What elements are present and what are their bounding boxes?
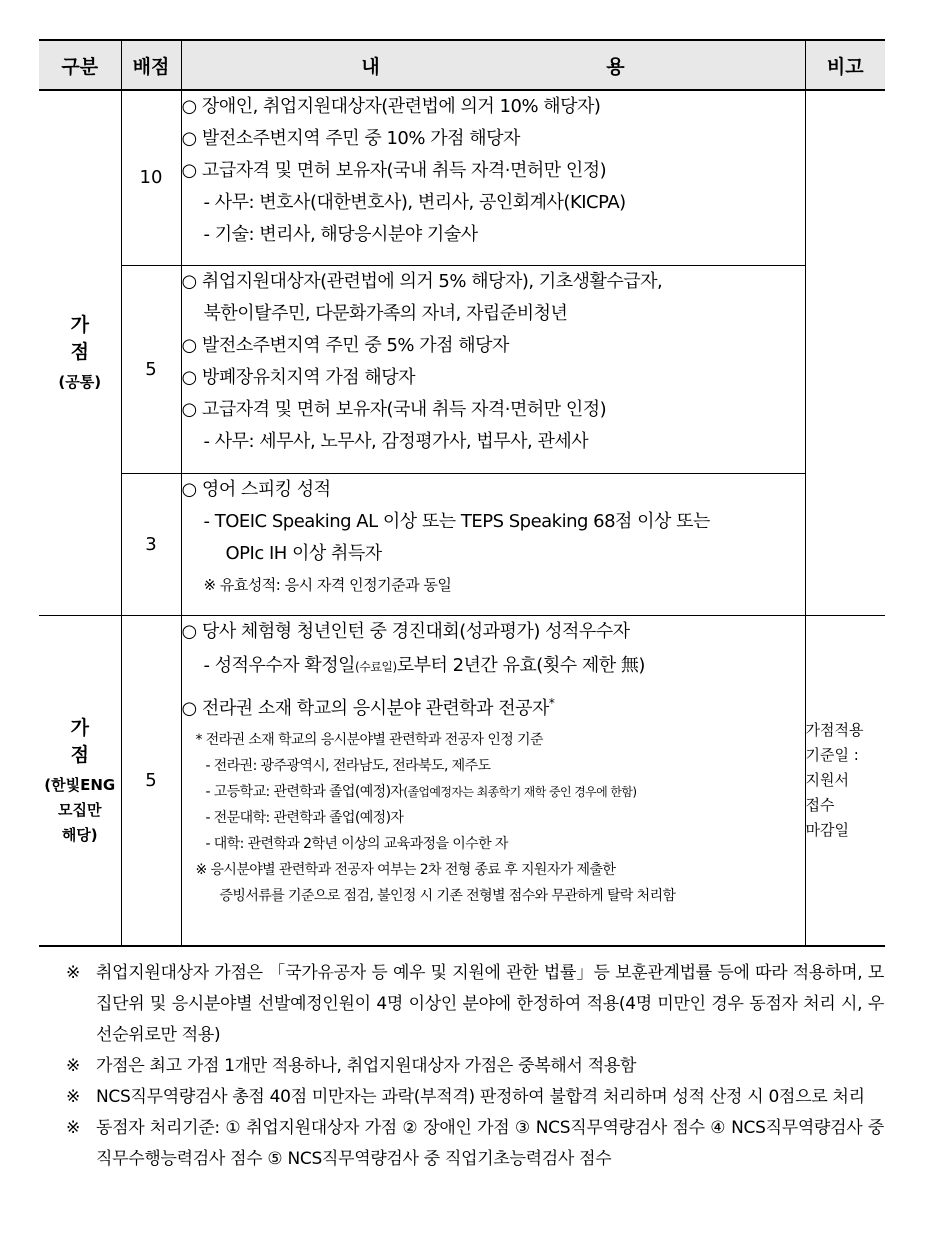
table-header-row — [39, 40, 885, 90]
content-line: - 대학: 관련학과 2학년 이상의 교육과정을 이수한 자 — [205, 835, 508, 852]
content-line: 북한이탈주민, 다문화가족의 자녀, 자립준비청년 — [203, 302, 568, 324]
score-cell: 5 — [121, 265, 181, 473]
footnote-text: 가점은 최고 가점 1개만 적용하나, 취업지원대상자 가점은 중복해서 적용함 — [96, 1056, 637, 1076]
score-cell: 5 — [121, 615, 181, 946]
footnote-item — [66, 1051, 884, 1082]
content-line: ○ 장애인, 취업지원대상자(관련법에 의거 10% 해당자) — [181, 96, 601, 117]
content-line: ○ 영어 스피킹 성적 — [181, 478, 331, 500]
footnote-text: 취업지원대상자 가점은 「국가유공자 등 예우 및 지원에 관한 법률」등 보훈관계법률 등에 따라 적용하며, 모집단위 및 응시분야별 선발예정인원이 4명 이상인 분야에 한정하여 적용(4명 미만인 경우 동점자 처리 시, 우선순위로만 적용) — [96, 963, 884, 1045]
content-line: ○ 방폐장유치지역 가점 해당자 — [181, 366, 416, 388]
content-line: ※ 응시분야별 관련학과 전공자 여부는 2차 전형 종료 후 지원자가 제출한 — [195, 861, 616, 878]
content-line: ※ 유효성적: 응시 자격 인정기준과 동일 — [203, 575, 452, 594]
footnote-mark: ※ — [66, 963, 81, 983]
content-cell — [181, 473, 805, 615]
content-cell — [181, 265, 805, 473]
content-line: - 사무: 세무사, 노무사, 감정평가사, 법무사, 관세사 — [203, 430, 589, 452]
footnote-mark: ※ — [66, 1118, 81, 1138]
remarks-cell: 가점적용 기준일 : 지원서 접수 마감일 — [805, 615, 885, 946]
content-line: ○ 발전소주변지역 주민 중 10% 가점 해당자 — [181, 128, 520, 149]
content-line: - 전라권: 광주광역시, 전라남도, 전라북도, 제주도 — [205, 757, 491, 774]
footnote-mark: ※ — [66, 1087, 81, 1107]
content-cell — [181, 615, 805, 946]
content-line: ○ 고급자격 및 면허 보유자(국내 취득 자격·면허만 인정) — [181, 398, 607, 420]
category-label: 가 점 — [70, 716, 109, 766]
content-line: ○ 취업지원대상자(관련법에 의거 5% 해당자), 기초생활수급자, — [181, 270, 663, 292]
category-hanbit — [39, 615, 121, 946]
content-line: - 기술: 변리사, 해당응시분야 기술사 — [203, 224, 478, 245]
content-line: - 성적우수자 확정일(수료일)로부터 2년간 유효(횟수 제한 無) — [203, 654, 645, 676]
table-row — [39, 615, 885, 946]
category-label: 가 점 — [70, 314, 109, 364]
footnote-mark: ※ — [66, 1056, 81, 1076]
score-cell: 10 — [121, 90, 181, 265]
table-row — [39, 473, 885, 615]
header-category: 구분 — [39, 40, 121, 90]
content-line: - 사무: 변호사(대한변호사), 변리사, 공인회계사(KICPA) — [203, 192, 626, 213]
header-remarks: 비고 — [805, 40, 885, 90]
content-line: * 전라권 소재 학교의 응시분야별 관련학과 전공자 인정 기준 — [195, 731, 543, 748]
footnote-text: 동점자 처리기준: ① 취업지원대상자 가점 ② 장애인 가점 ③ NCS직무역량검사 점수 ④ NCS직무역량검사 중 직무수행능력검사 점수 ⑤ NCS직무역량검사 중 직업기초능력검사 점수 — [96, 1118, 884, 1169]
category-common — [39, 90, 121, 615]
footnote-item — [66, 958, 884, 1051]
footnote-item — [66, 1082, 884, 1113]
content-line: ○ 당사 체험형 청년인턴 중 경진대회(성과평가) 성적우수자 — [181, 620, 630, 642]
content-line: OPIc IH 이상 취득자 — [225, 542, 382, 564]
header-score: 배점 — [121, 40, 181, 90]
table-row — [39, 265, 885, 473]
content-line: - 고등학교: 관련학과 졸업(예정)자(졸업예정자는 최종학기 재학 중인 경우에 한함) — [205, 783, 637, 800]
header-content: 내 용 — [181, 40, 805, 90]
content-line: ○ 전라권 소재 학교의 응시분야 관련학과 전공자* — [181, 695, 555, 719]
score-cell: 3 — [121, 473, 181, 615]
content-line: - TOEIC Speaking AL 이상 또는 TEPS Speaking 68점 이상 또는 — [203, 510, 710, 532]
content-line: ○ 고급자격 및 면허 보유자(국내 취득 자격·면허만 인정) — [181, 160, 607, 181]
bonus-points-table — [39, 39, 885, 947]
footnote-text: NCS직무역량검사 총점 40점 미만자는 과락(부적격) 판정하여 불합격 처리하며 성적 산정 시 0점으로 처리 — [96, 1087, 865, 1107]
footnotes — [66, 958, 884, 1175]
footnote-item — [66, 1113, 884, 1175]
table-row — [39, 90, 885, 265]
category-sublabel: (한빛ENG 모집만 해당) — [44, 775, 116, 844]
content-cell — [181, 90, 805, 265]
content-line: 증빙서류를 기준으로 점검, 불인정 시 기존 전형별 점수와 무관하게 탈락 처리함 — [219, 887, 676, 904]
remarks-cell-empty — [805, 90, 885, 615]
category-sublabel: (공통) — [58, 373, 102, 392]
content-line: ○ 발전소주변지역 주민 중 5% 가점 해당자 — [181, 334, 509, 356]
content-line: - 전문대학: 관련학과 졸업(예정)자 — [205, 809, 404, 826]
